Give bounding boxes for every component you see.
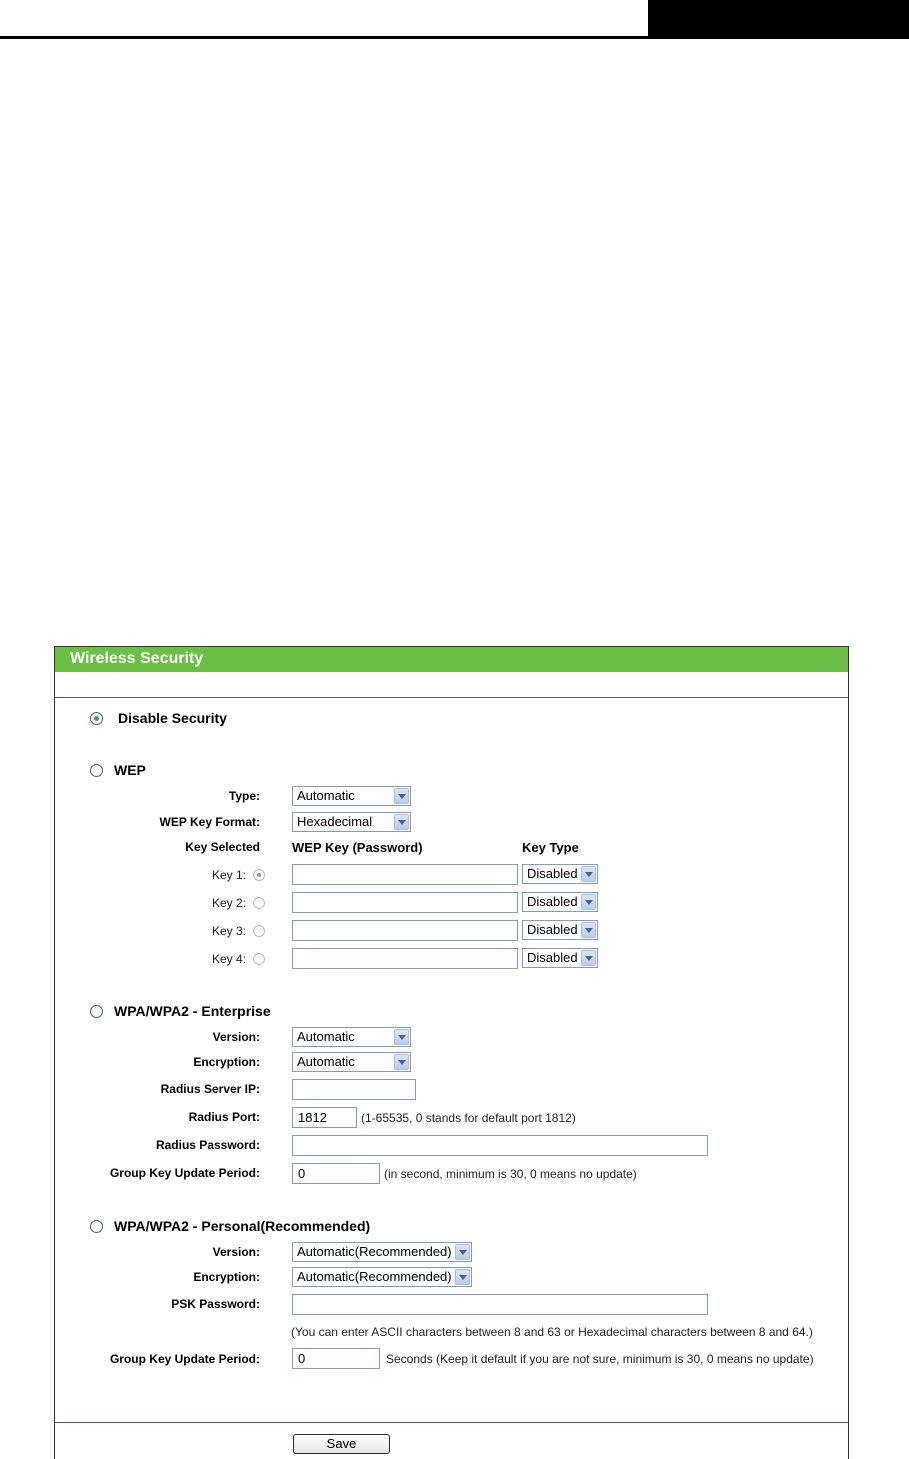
chevron-down-icon [581,950,596,966]
wep-type-value: Automatic [297,788,355,803]
key-1-type-value: Disabled [527,866,578,881]
chevron-down-icon [394,1029,409,1045]
key-2-radio[interactable] [253,897,265,909]
personal-version-label: Version: [212,1245,260,1259]
key-2-input[interactable] [292,892,518,913]
personal-version-value: Automatic(Recommended) [297,1244,452,1259]
radius-port-input[interactable]: 1812 [292,1107,357,1128]
enterprise-version-value: Automatic [297,1029,355,1044]
key-2-type-select[interactable] [522,892,598,912]
key-3-type-value: Disabled [527,922,578,937]
chevron-down-icon [394,814,409,830]
key-2-type-value: Disabled [527,894,578,909]
key-4-type-value: Disabled [527,950,578,965]
personal-group-key-note: Seconds (Keep it default if you are not sure, minimum is 30, 0 means no update) [386,1352,814,1366]
wep-key-header: WEP Key (Password) [292,840,423,855]
key-type-header: Key Type [522,840,579,855]
radius-port-label: Radius Port: [188,1110,260,1124]
key-1-radio[interactable] [253,869,265,881]
radius-server-ip-input[interactable] [292,1079,416,1100]
key-3-type-select[interactable] [522,920,598,940]
key-4-type-select[interactable] [522,948,598,968]
enterprise-encryption-select[interactable] [292,1052,411,1072]
header-divider [55,697,848,698]
key-4-radio[interactable] [253,953,265,965]
key-1-label: Key 1: [211,868,246,882]
radius-server-ip-label: Radius Server IP: [160,1082,260,1096]
chevron-down-icon [581,894,596,910]
wep-label: WEP [114,762,146,778]
personal-label: WPA/WPA2 - Personal(Recommended) [114,1218,371,1234]
personal-encryption-value: Automatic(Recommended) [297,1269,452,1284]
enterprise-group-key-note: (in second, minimum is 30, 0 means no update) [384,1167,637,1181]
radius-password-input[interactable] [292,1135,708,1156]
psk-password-note: (You can enter ASCII characters between 8 and 63 or Hexadecimal characters between 8 and 64.) [291,1325,813,1339]
key-selected-header: Key Selected [185,840,260,854]
chevron-down-icon [455,1269,470,1285]
enterprise-group-key-label: Group Key Update Period: [109,1166,260,1180]
radius-port-note: (1-65535, 0 stands for default port 1812) [361,1111,576,1125]
key-3-label: Key 3: [211,924,246,938]
wep-type-select[interactable] [292,786,411,806]
key-1-type-select[interactable] [522,864,598,884]
panel-title: Wireless Security [70,650,204,667]
key-3-radio[interactable] [253,925,265,937]
key-3-input[interactable] [292,920,518,941]
personal-version-select[interactable] [292,1242,472,1262]
key-4-input[interactable] [292,948,518,969]
wep-key-format-value: Hexadecimal [297,814,373,829]
footer-divider [55,1422,848,1423]
document-header-block [648,0,909,39]
key-4-label: Key 4: [211,952,246,966]
key-1-input[interactable] [292,864,518,885]
chevron-down-icon [394,788,409,804]
enterprise-encryption-value: Automatic [297,1054,355,1069]
personal-radio[interactable] [90,1220,103,1233]
personal-encryption-label: Encryption: [193,1270,260,1284]
save-button[interactable]: Save [293,1434,390,1454]
enterprise-group-key-input[interactable]: 0 [292,1163,380,1184]
personal-encryption-select[interactable] [292,1267,472,1287]
enterprise-version-label: Version: [212,1030,260,1044]
chevron-down-icon [581,922,596,938]
enterprise-radio[interactable] [90,1005,103,1018]
wep-key-format-select[interactable] [292,812,411,832]
psk-password-input[interactable] [292,1294,708,1315]
wep-radio[interactable] [90,764,103,777]
chevron-down-icon [581,866,596,882]
enterprise-version-select[interactable] [292,1027,411,1047]
key-2-label: Key 2: [211,896,246,910]
enterprise-encryption-label: Encryption: [193,1055,260,1069]
personal-group-key-label: Group Key Update Period: [109,1352,260,1366]
personal-group-key-input[interactable]: 0 [292,1348,380,1369]
psk-password-label: PSK Password: [171,1297,260,1311]
chevron-down-icon [394,1054,409,1070]
enterprise-label: WPA/WPA2 - Enterprise [114,1003,271,1019]
wep-type-label: Type: [228,789,260,803]
radius-password-label: Radius Password: [155,1138,260,1152]
document-header-rule [0,36,648,39]
wep-key-format-label: WEP Key Format: [159,815,260,829]
disable-security-radio[interactable] [90,712,103,725]
chevron-down-icon [455,1244,470,1260]
disable-security-label: Disable Security [118,710,227,726]
